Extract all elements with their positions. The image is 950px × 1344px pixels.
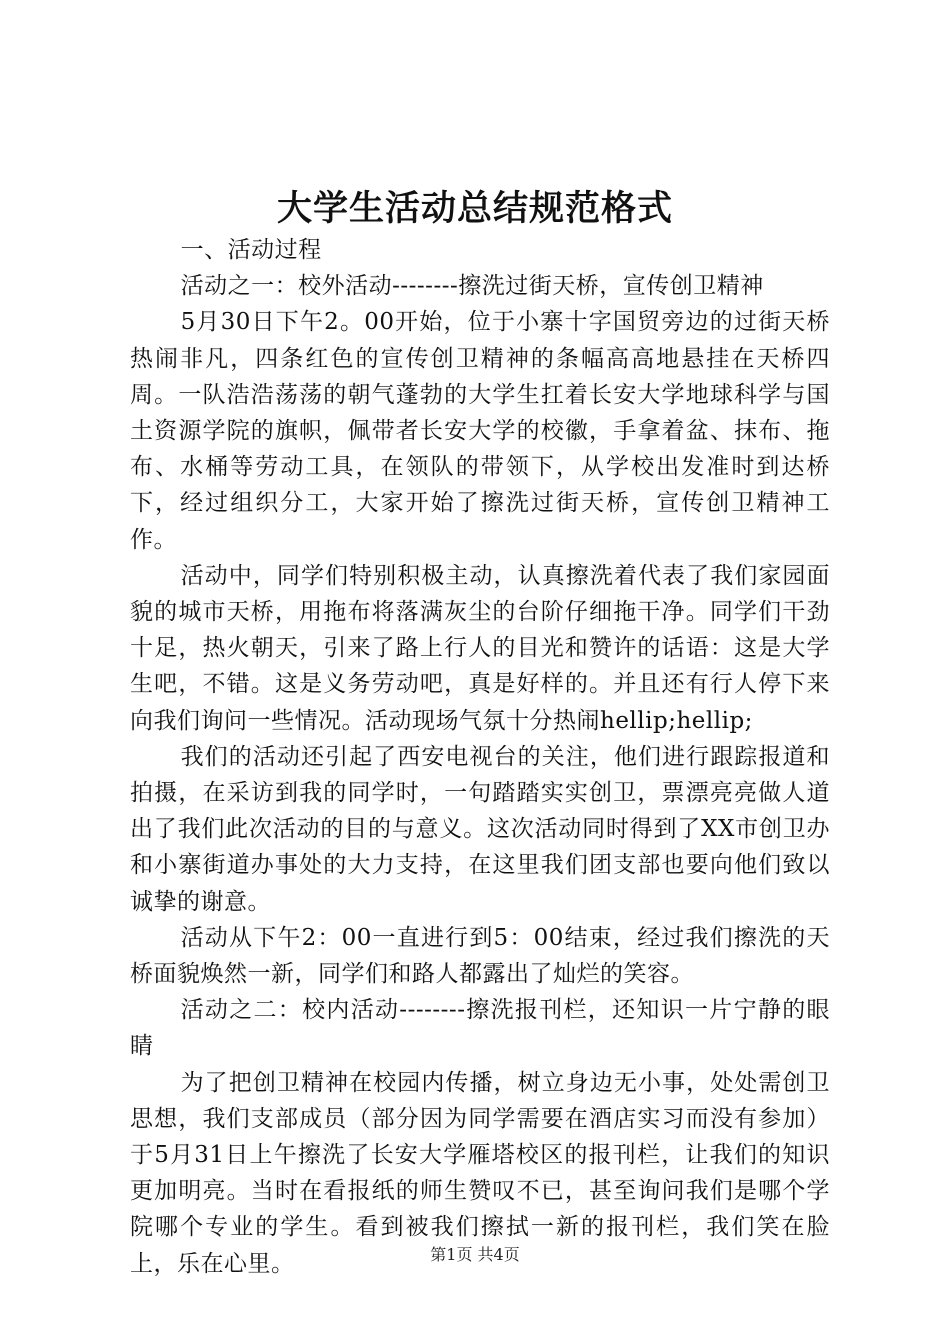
document-title: 大学生活动总结规范格式 (276, 188, 673, 229)
document-body (130, 232, 830, 1282)
paragraph: 为了把创卫精神在校园内传播，树立身边无小事，处处需创卫思想，我们支部成员（部分因为同学需要在酒店实习而没有参加）于5月31日上午擦洗了长安大学雁塔校区的报刊栏，让我们的知识更加明亮。当时在看报纸的师生赞叹不已，甚至询问我们是哪个学院哪个专业的学生。看到被我们擦拭一新的报刊栏，我们笑在脸上，乐在心里。 (130, 1069, 830, 1277)
paragraph: 活动中，同学们特别积极主动，认真擦洗着代表了我们家园面貌的城市天桥，用拖布将落满灰尘的台阶仔细拖干净。同学们干劲十足，热火朝天，引来了路上行人的目光和赞许的话语：这是大学生吧，不错。这是义务劳动吧，真是好样的。并且还有行人停下来向我们询问一些情况。活动现场气氛十分热闹hellip;hellip; (130, 562, 830, 734)
section-heading: 一、活动过程 (180, 237, 322, 263)
paragraph: 活动从下午2：00一直进行到5：00结束，经过我们擦洗的天桥面貌焕然一新，同学们和路人都露出了灿烂的笑容。 (130, 924, 830, 988)
page-footer: 第1页 共4页 (430, 1245, 520, 1264)
paragraph: 5月30日下午2。00开始，位于小寨十字国贸旁边的过街天桥热闹非凡，四条红色的宣传创卫精神的条幅高高地悬挂在天桥四周。一队浩浩荡荡的朝气蓬勃的大学生扛着长安大学地球科学与国土资源学院的旗帜，佩带者长安大学的校徽，手拿着盆、抹布、拖布、水桶等劳动工具，在领队的带领下，从学校出发准时到达桥下，经过组织分工，大家开始了擦洗过街天桥，宣传创卫精神工作。 (130, 309, 830, 553)
activity-one-heading: 活动之一：校外活动--------擦洗过街天桥，宣传创卫精神 (180, 273, 764, 300)
paragraph: 我们的活动还引起了西安电视台的关注，他们进行跟踪报道和拍摄，在采访到我的同学时，一句踏踏实实创卫，票漂亮亮做人道出了我们此次活动的目的与意义。这次活动同时得到了XX市创卫办和小寨街道办事处的大力支持，在这里我们团支部也要向他们致以诚挚的谢意。 (130, 743, 830, 915)
activity-two-heading: 活动之二：校内活动--------擦洗报刊栏，还知识一片宁静的眼睛 (130, 997, 830, 1060)
